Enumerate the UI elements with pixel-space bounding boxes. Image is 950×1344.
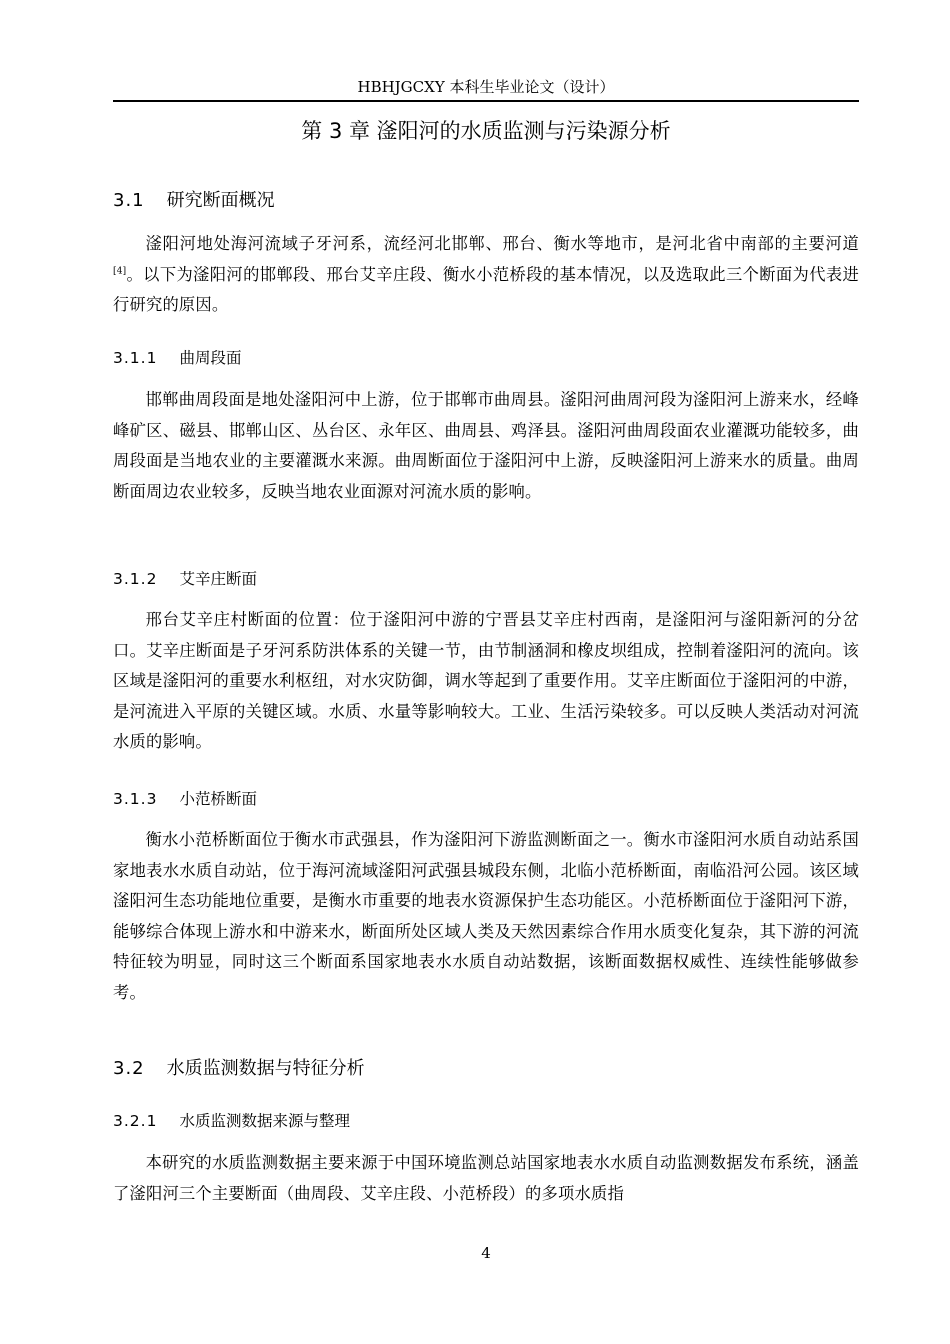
section-3-1-3-paragraph [113, 825, 859, 1009]
section-3-2-1-paragraph [113, 1148, 859, 1209]
section-3-1-heading [113, 188, 859, 214]
section-3-1-paragraph [113, 229, 859, 321]
paragraph-text: 。以下为滏阳河的邯郸段、邢台艾辛庄段、衡水小范桥段的基本情况，以及选取此三个断面为代表进行研究的原因。 [113, 264, 859, 315]
section-number: 3.1.2 [113, 570, 158, 588]
running-header: HBHJGCXY 本科生毕业论文（设计） [357, 78, 615, 96]
header-divider [113, 100, 859, 102]
section-number: 3.1 [113, 190, 145, 211]
section-title: 水质监测数据与特征分析 [166, 1058, 365, 1079]
section-number: 3.1.1 [113, 349, 158, 367]
section-3-1-1-heading [113, 346, 859, 370]
section-number: 3.1.3 [113, 790, 158, 808]
section-3-2-heading [113, 1056, 859, 1082]
chapter-title: 第 3 章 滏阳河的水质监测与污染源分析 [301, 119, 671, 143]
paragraph-text: 邢台艾辛庄村断面的位置：位于滏阳河中游的宁晋县艾辛庄村西南，是滏阳河与滏阳新河的分岔口。艾辛庄断面是子牙河系防洪体系的关键一节，由节制涵洞和橡皮坝组成，控制着滏阳河的流向。该区域是滏阳河的重要水利枢纽，对水灾防御，调水等起到了重要作用。艾辛庄断面位于滏阳河的中游，是河流进入平原的关键区域。水质、水量等影响较大。工业、生活污染较多。可以反映人类活动对河流水质的影响。 [113, 610, 859, 752]
paragraph-text: 滏阳河地处海河流域子牙河系，流经河北邯郸、邢台、衡水等地市，是河北省中南部的主要河道 [145, 234, 859, 253]
section-number: 3.2.1 [113, 1112, 158, 1130]
section-title: 研究断面概况 [166, 190, 275, 211]
section-3-1-1-paragraph [113, 385, 859, 507]
section-number: 3.2 [113, 1058, 145, 1079]
section-3-2-1-heading [113, 1109, 859, 1133]
section-title: 艾辛庄断面 [179, 570, 257, 588]
paragraph-text: 本研究的水质监测数据主要来源于中国环境监测总站国家地表水水质自动监测数据发布系统，涵盖了滏阳河三个主要断面（曲周段、艾辛庄段、小范桥段）的多项水质指 [113, 1153, 859, 1203]
paragraph-text: 邯郸曲周段面是地处滏阳河中上游，位于邯郸市曲周县。滏阳河曲周河段为滏阳河上游来水，经峰峰矿区、磁县、邯郸山区、丛台区、永年区、曲周县、鸡泽县。滏阳河曲周段面农业灌溉功能较多，曲周段面是当地农业的主要灌溉水来源。曲周断面位于滏阳河中上游，反映滏阳河上游来水的质量。曲周断面周边农业较多，反映当地农业面源对河流水质的影响。 [113, 390, 859, 501]
section-title: 水质监测数据来源与整理 [179, 1112, 350, 1130]
paragraph-text: 衡水小范桥断面位于衡水市武强县，作为滏阳河下游监测断面之一。衡水市滏阳河水质自动站系国家地表水水质自动站，位于海河流域滏阳河武强县城段东侧，北临小范桥断面，南临沿河公园。该区域滏阳河生态功能地位重要，是衡水市重要的地表水资源保护生态功能区。小范桥断面位于滏阳河下游，能够综合体现上游水和中游来水，断面所处区域人类及天然因素综合作用水质变化复杂，其下游的河流特征较为明显，同时这三个断面系国家地表水水质自动站数据，该断面数据权威性、连续性能够做参考。 [113, 830, 859, 1002]
page-number: 4 [481, 1244, 491, 1262]
citation-ref: [4] [113, 266, 127, 277]
section-3-1-2-heading [113, 567, 859, 591]
section-3-1-3-heading [113, 787, 859, 811]
section-title: 曲周段面 [179, 349, 242, 367]
section-3-1-2-paragraph [113, 605, 859, 758]
section-title: 小范桥断面 [179, 790, 257, 808]
